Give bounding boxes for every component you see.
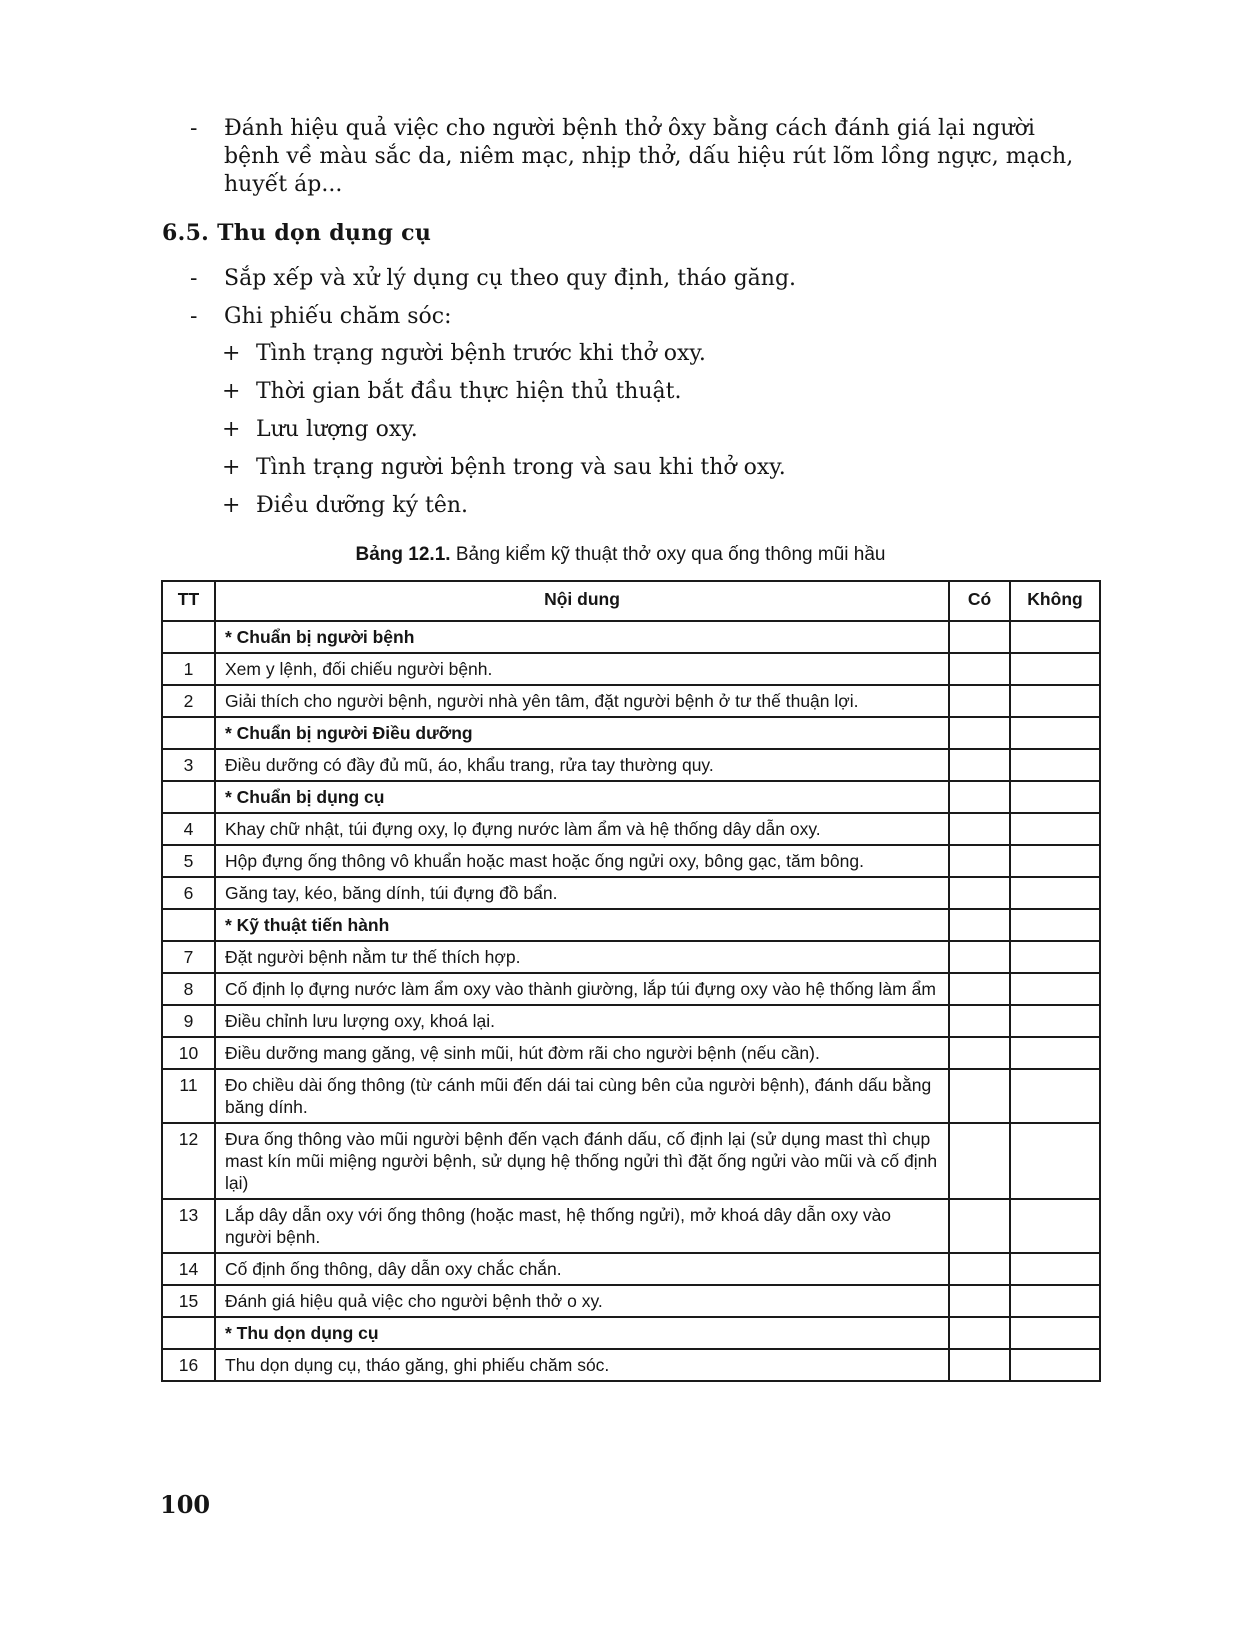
row-number: 16 — [162, 1349, 215, 1381]
row-content: Lắp dây dẫn oxy với ống thông (hoặc mast, hệ thống ngửi), mở khoá dây dẫn oxy vào người bệnh. — [215, 1199, 949, 1253]
row-number — [162, 621, 215, 653]
row-number — [162, 717, 215, 749]
table-caption — [0, 544, 1241, 566]
row-number: 10 — [162, 1037, 215, 1069]
table-row — [162, 1037, 1100, 1069]
plus-list-item-text: Lưu lượng oxy. — [256, 417, 418, 442]
intro-item — [190, 115, 1090, 199]
dash-marker: - — [190, 116, 198, 141]
dash-list — [190, 265, 1090, 341]
dash-list-item — [190, 265, 1090, 303]
table-caption-label: Bảng 12.1. — [355, 544, 451, 565]
header-yes: Có — [949, 581, 1010, 621]
plus-list-item-text: Tình trạng người bệnh trước khi thở oxy. — [256, 341, 706, 366]
row-content: Khay chữ nhật, túi đựng oxy, lọ đựng nước làm ẩm và hệ thống dây dẫn oxy. — [215, 813, 949, 845]
row-content: Điều dưỡng mang găng, vệ sinh mũi, hút đờm rãi cho người bệnh (nếu cần). — [215, 1037, 949, 1069]
dash-list-item-text: Ghi phiếu chăm sóc: — [224, 304, 452, 329]
plus-list-item — [222, 492, 1022, 530]
yes-cell — [949, 1317, 1010, 1349]
row-content: Đặt người bệnh nằm tư thế thích hợp. — [215, 941, 949, 973]
row-content: Đưa ống thông vào mũi người bệnh đến vạch đánh dấu, cố định lại (sử dụng mast thì chụp mast kín mũi miệng người bệnh, sử dụng hệ thống ngửi thì đặt ống ngửi vào mũi và cố định lại) — [215, 1123, 949, 1199]
plus-list-item — [222, 454, 1022, 492]
dash-list-item — [190, 303, 1090, 341]
row-content: Hộp đựng ống thông vô khuẩn hoặc mast hoặc ống ngửi oxy, bông gạc, tăm bông. — [215, 845, 949, 877]
yes-cell — [949, 781, 1010, 813]
checklist-table — [161, 580, 1101, 1382]
table-row — [162, 685, 1100, 717]
plus-marker: + — [222, 493, 241, 518]
table-row — [162, 1005, 1100, 1037]
yes-cell — [949, 973, 1010, 1005]
plus-marker: + — [222, 455, 241, 480]
yes-cell — [949, 813, 1010, 845]
yes-cell — [949, 1123, 1010, 1199]
table-row — [162, 1285, 1100, 1317]
plus-marker: + — [222, 341, 241, 366]
header-tt: TT — [162, 581, 215, 621]
no-cell — [1010, 909, 1100, 941]
table-row — [162, 653, 1100, 685]
no-cell — [1010, 781, 1100, 813]
plus-list-item-text: Tình trạng người bệnh trong và sau khi thở oxy. — [256, 455, 786, 480]
no-cell — [1010, 1285, 1100, 1317]
dash-marker: - — [190, 266, 198, 291]
table-header-row — [162, 581, 1100, 621]
page-number: 100 — [160, 1490, 211, 1519]
table-row — [162, 973, 1100, 1005]
plus-list-item-text: Điều dưỡng ký tên. — [256, 493, 469, 518]
no-cell — [1010, 1349, 1100, 1381]
row-content: Xem y lệnh, đối chiếu người bệnh. — [215, 653, 949, 685]
table-row — [162, 1199, 1100, 1253]
yes-cell — [949, 1069, 1010, 1123]
row-content: Điều chỉnh lưu lượng oxy, khoá lại. — [215, 1005, 949, 1037]
row-number — [162, 1317, 215, 1349]
yes-cell — [949, 845, 1010, 877]
row-number: 15 — [162, 1285, 215, 1317]
row-content: Cố định ống thông, dây dẫn oxy chắc chắn. — [215, 1253, 949, 1285]
no-cell — [1010, 941, 1100, 973]
no-cell — [1010, 1037, 1100, 1069]
intro-text: Đánh hiệu quả việc cho người bệnh thở ôxy bằng cách đánh giá lại người bệnh về màu sắc da, niêm mạc, nhịp thở, dấu hiệu rút lõm lồng ngực, mạch, huyết áp... — [224, 116, 1074, 197]
yes-cell — [949, 621, 1010, 653]
yes-cell — [949, 653, 1010, 685]
section-title: * Chuẩn bị dụng cụ — [215, 781, 949, 813]
yes-cell — [949, 1285, 1010, 1317]
yes-cell — [949, 909, 1010, 941]
plus-list — [222, 340, 1022, 530]
table-row — [162, 941, 1100, 973]
row-number: 7 — [162, 941, 215, 973]
row-content: Đo chiều dài ống thông (từ cánh mũi đến dái tai cùng bên của người bệnh), đánh dấu bằng băng dính. — [215, 1069, 949, 1123]
no-cell — [1010, 685, 1100, 717]
yes-cell — [949, 685, 1010, 717]
table-section-row — [162, 909, 1100, 941]
row-content: Đánh giá hiệu quả việc cho người bệnh thở o xy. — [215, 1285, 949, 1317]
section-title: * Kỹ thuật tiến hành — [215, 909, 949, 941]
no-cell — [1010, 1069, 1100, 1123]
no-cell — [1010, 1199, 1100, 1253]
row-content: Găng tay, kéo, băng dính, túi đựng đồ bẩn. — [215, 877, 949, 909]
no-cell — [1010, 621, 1100, 653]
row-number — [162, 909, 215, 941]
section-title: * Chuẩn bị người Điều dưỡng — [215, 717, 949, 749]
yes-cell — [949, 749, 1010, 781]
section-title: * Thu dọn dụng cụ — [215, 1317, 949, 1349]
row-number: 4 — [162, 813, 215, 845]
row-number: 14 — [162, 1253, 215, 1285]
row-content: Giải thích cho người bệnh, người nhà yên tâm, đặt người bệnh ở tư thế thuận lợi. — [215, 685, 949, 717]
no-cell — [1010, 845, 1100, 877]
yes-cell — [949, 941, 1010, 973]
row-number: 5 — [162, 845, 215, 877]
row-number: 6 — [162, 877, 215, 909]
table-row — [162, 1349, 1100, 1381]
yes-cell — [949, 1349, 1010, 1381]
no-cell — [1010, 717, 1100, 749]
section-heading: 6.5. Thu dọn dụng cụ — [162, 220, 432, 246]
yes-cell — [949, 877, 1010, 909]
table-row — [162, 1069, 1100, 1123]
no-cell — [1010, 1123, 1100, 1199]
row-number: 2 — [162, 685, 215, 717]
table-row — [162, 1123, 1100, 1199]
plus-list-item — [222, 340, 1022, 378]
plus-list-item-text: Thời gian bắt đầu thực hiện thủ thuật. — [256, 379, 682, 404]
row-content: Thu dọn dụng cụ, tháo găng, ghi phiếu chăm sóc. — [215, 1349, 949, 1381]
table-body — [162, 621, 1100, 1381]
table-section-row — [162, 621, 1100, 653]
table-section-row — [162, 1317, 1100, 1349]
table-section-row — [162, 781, 1100, 813]
section-title: * Chuẩn bị người bệnh — [215, 621, 949, 653]
row-content: Cố định lọ đựng nước làm ẩm oxy vào thành giường, lắp túi đựng oxy vào hệ thống làm ẩm — [215, 973, 949, 1005]
no-cell — [1010, 1253, 1100, 1285]
yes-cell — [949, 1199, 1010, 1253]
table-row — [162, 749, 1100, 781]
row-number: 12 — [162, 1123, 215, 1199]
no-cell — [1010, 1005, 1100, 1037]
table-section-row — [162, 717, 1100, 749]
no-cell — [1010, 813, 1100, 845]
plus-list-item — [222, 378, 1022, 416]
yes-cell — [949, 1253, 1010, 1285]
yes-cell — [949, 717, 1010, 749]
table-caption-text: Bảng kiểm kỹ thuật thở oxy qua ống thông mũi hầu — [455, 544, 886, 565]
header-no: Không — [1010, 581, 1100, 621]
table-row — [162, 877, 1100, 909]
row-number: 11 — [162, 1069, 215, 1123]
table-row — [162, 845, 1100, 877]
row-number: 3 — [162, 749, 215, 781]
no-cell — [1010, 1317, 1100, 1349]
row-number: 13 — [162, 1199, 215, 1253]
row-content: Điều dưỡng có đầy đủ mũ, áo, khẩu trang, rửa tay thường quy. — [215, 749, 949, 781]
table-row — [162, 813, 1100, 845]
table-row — [162, 1253, 1100, 1285]
dash-list-item-text: Sắp xếp và xử lý dụng cụ theo quy định, tháo găng. — [224, 266, 797, 291]
header-content: Nội dung — [215, 581, 949, 621]
row-number: 8 — [162, 973, 215, 1005]
dash-marker: - — [190, 304, 198, 329]
no-cell — [1010, 749, 1100, 781]
row-number: 9 — [162, 1005, 215, 1037]
plus-list-item — [222, 416, 1022, 454]
no-cell — [1010, 973, 1100, 1005]
row-number: 1 — [162, 653, 215, 685]
intro-paragraph — [190, 115, 1090, 199]
no-cell — [1010, 877, 1100, 909]
no-cell — [1010, 653, 1100, 685]
row-number — [162, 781, 215, 813]
yes-cell — [949, 1037, 1010, 1069]
plus-marker: + — [222, 417, 241, 442]
plus-marker: + — [222, 379, 241, 404]
yes-cell — [949, 1005, 1010, 1037]
